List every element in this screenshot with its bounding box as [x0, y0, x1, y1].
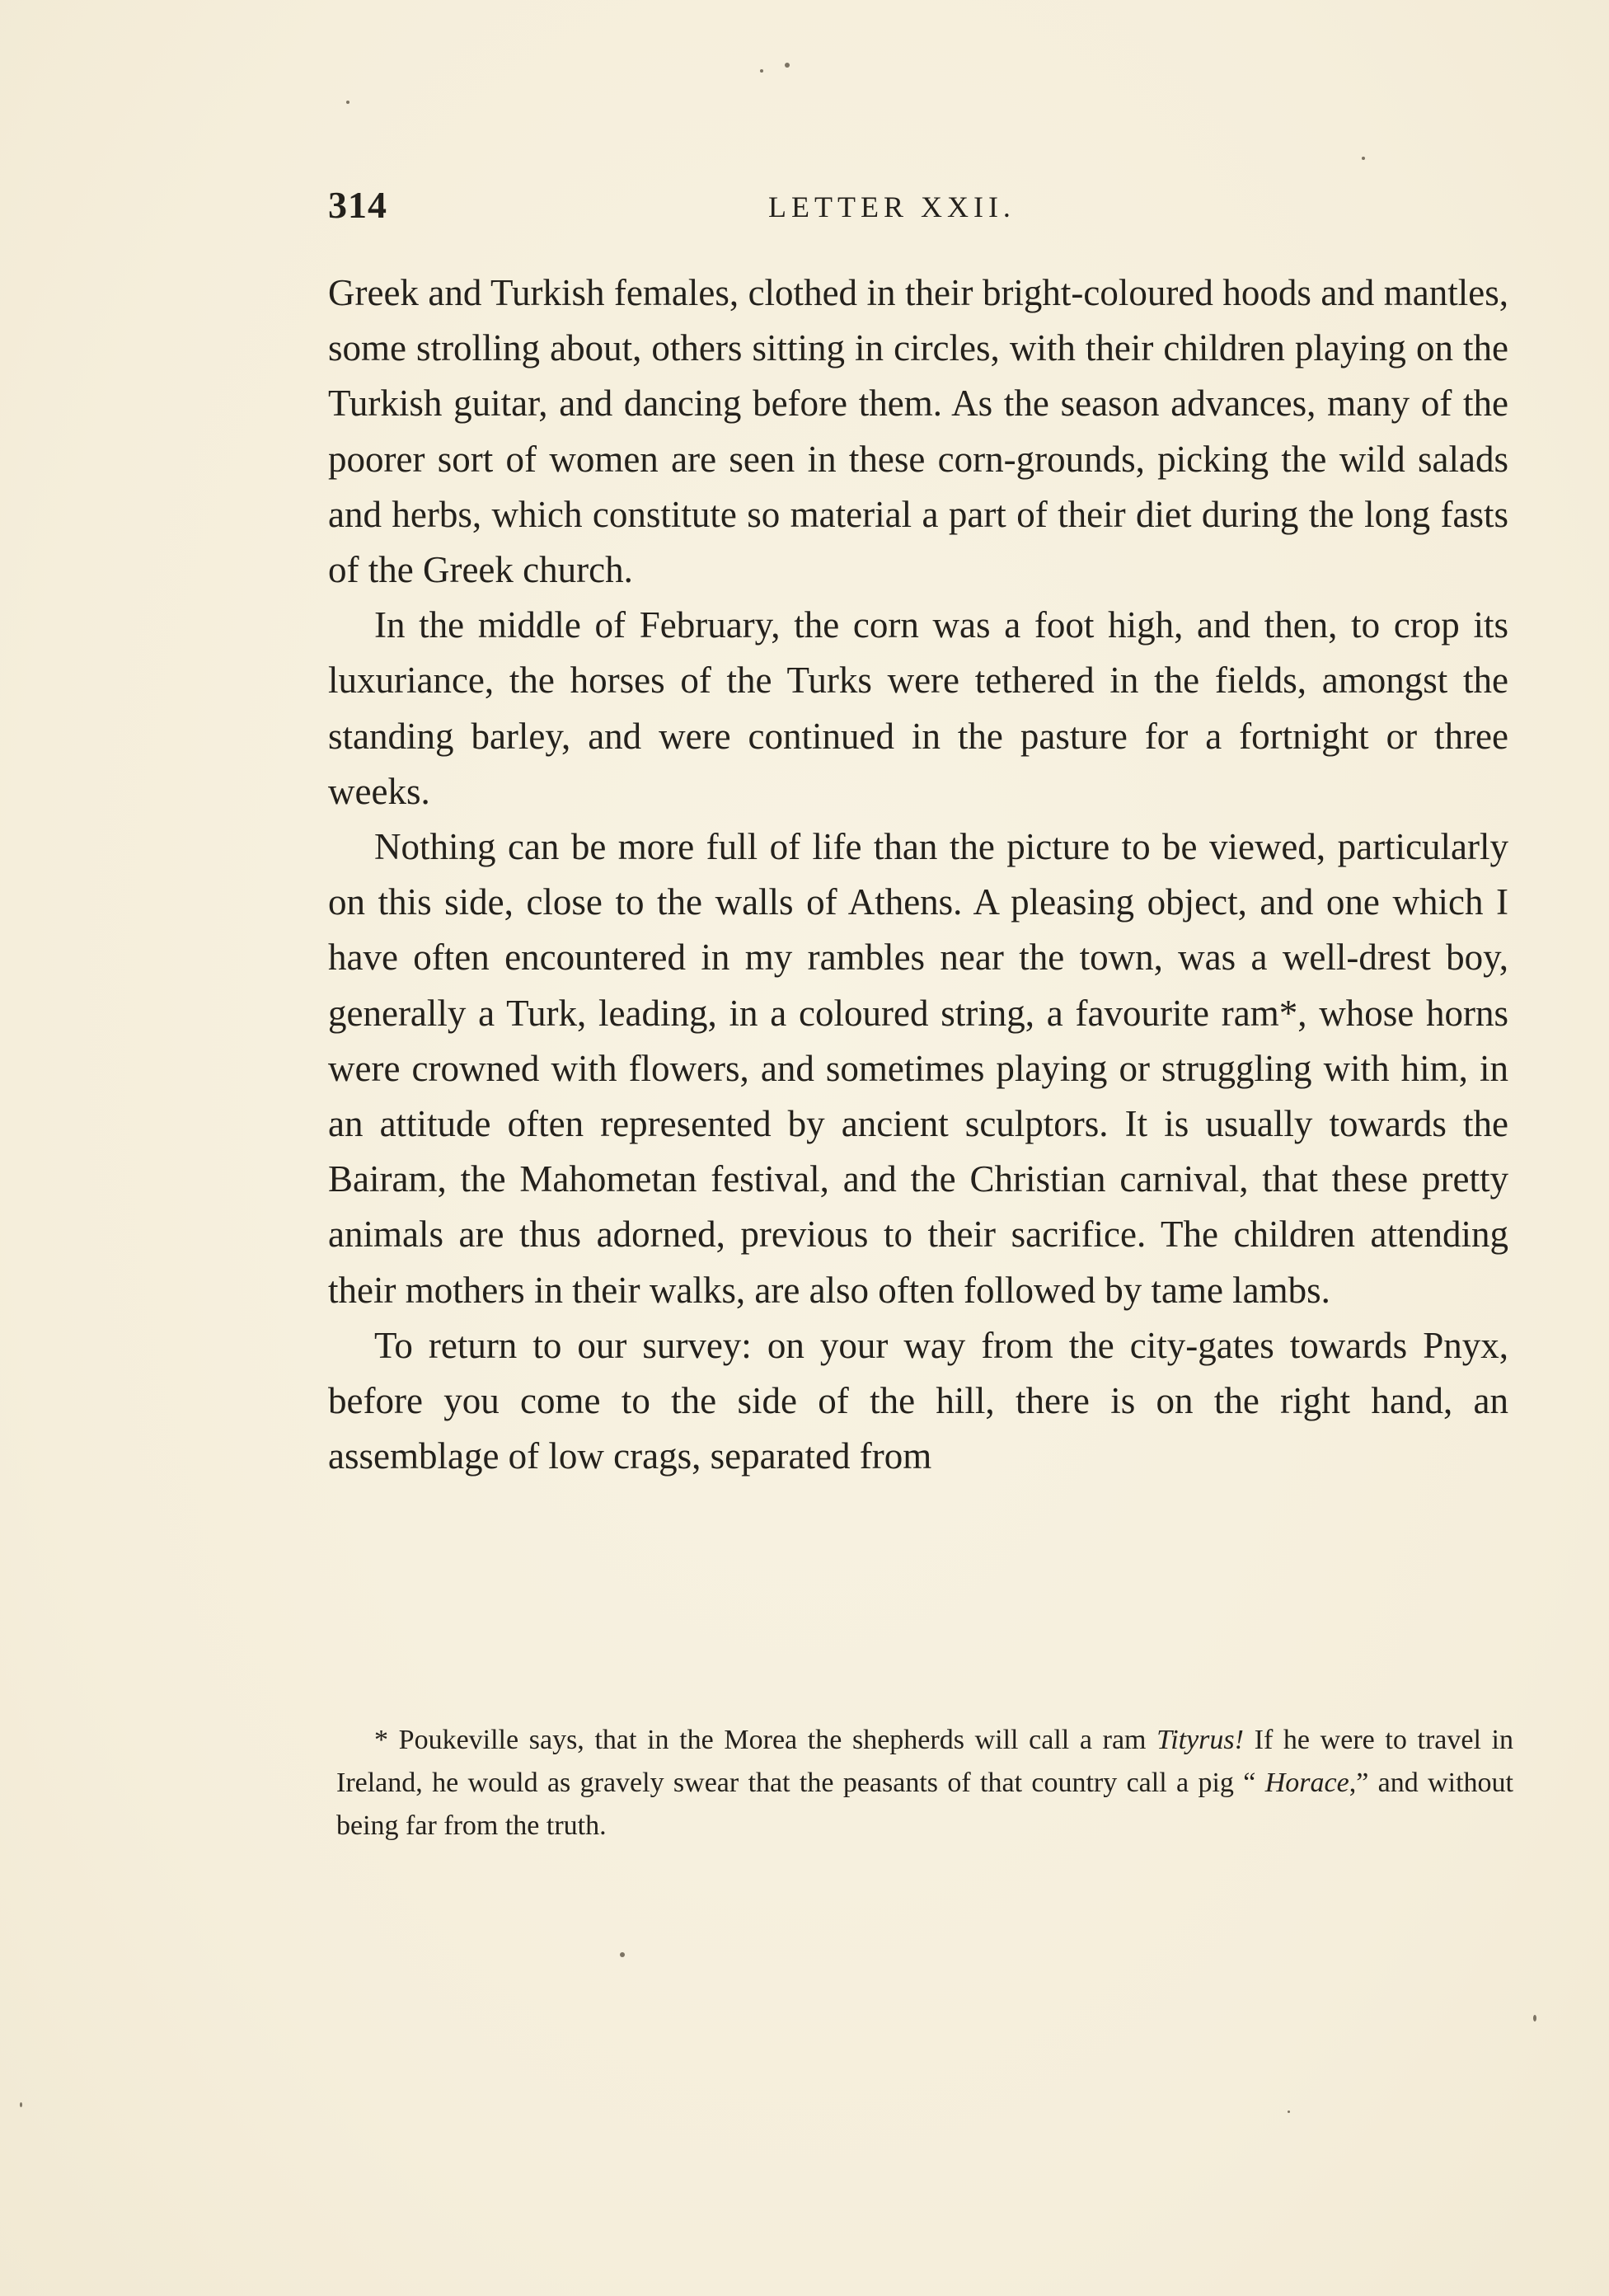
paper-speck	[346, 101, 349, 104]
footnote-italic-tityrus: Tityrus!	[1156, 1725, 1244, 1755]
paragraph-1: Greek and Turkish females, clothed in their bright-coloured hoods and mantles, some strolling about, others sitting in circles, with their children playing on the Turkish guitar, and dancing before them. As the season advances, many of the poorer sort of women are seen in these corn-grounds, picking the wild salads and herbs, which constitute so material a part of their diet during the long fasts of the Greek church.	[328, 272, 1508, 591]
footnote-text-part-3: ,” and without being far from the truth.	[336, 1768, 1513, 1841]
footnote-marker: *	[374, 1725, 388, 1755]
paper-speck	[785, 63, 790, 68]
footnote-text	[336, 1719, 1513, 1848]
footnote-text-part-2: If he were to travel in Ireland, he would as gravely swear that the peasants of that country call a pig “	[336, 1725, 1513, 1798]
paper-speck	[760, 69, 763, 73]
paragraph-4: To return to our survey: on your way from the city-gates towards Pnyx, before you come to the side of the hill, there is on the right hand, an assemblage of low crags, separated from	[328, 1324, 1508, 1477]
paper-speck	[1362, 157, 1365, 160]
body-text	[328, 265, 1508, 1484]
footnote	[336, 1719, 1513, 1848]
page-header	[328, 183, 1515, 232]
paragraph-2: In the middle of February, the corn was a foot high, and then, to crop its luxuriance, the horses of the Turks were tethered in the fields, amongst the standing barley, and were continued in the pasture for a fortnight or three weeks.	[328, 604, 1508, 812]
running-head: LETTER XXII.	[768, 190, 1016, 223]
paper-speck	[1288, 2111, 1290, 2113]
paragraph-3: Nothing can be more full of life than the picture to be viewed, particularly on this side, close to the walls of Athens. A pleasing object, and one which I have often encountered in my rambles near the town, was a well-drest boy, generally a Turk, leading, in a coloured string, a favourite ram*, whose horns were crowned with flowers, and sometimes playing or struggling with him, in an attitude often represented by ancient sculptors. It is usually towards the Bairam, the Mahometan festival, and the Christian carnival, that these pretty animals are thus adorned, previous to their sacrifice. The children attending their mothers in their walks, are also often followed by tame lambs.	[328, 826, 1508, 1311]
paper-speck	[1533, 2015, 1536, 2021]
footnote-italic-horace: Horace	[1264, 1768, 1349, 1798]
page-number: 314	[328, 184, 387, 226]
paper-speck	[20, 2102, 22, 2107]
paper-speck	[620, 1952, 625, 1957]
footnote-text-part-1: Poukeville says, that in the Morea the shepherds will call a ram	[388, 1725, 1157, 1755]
